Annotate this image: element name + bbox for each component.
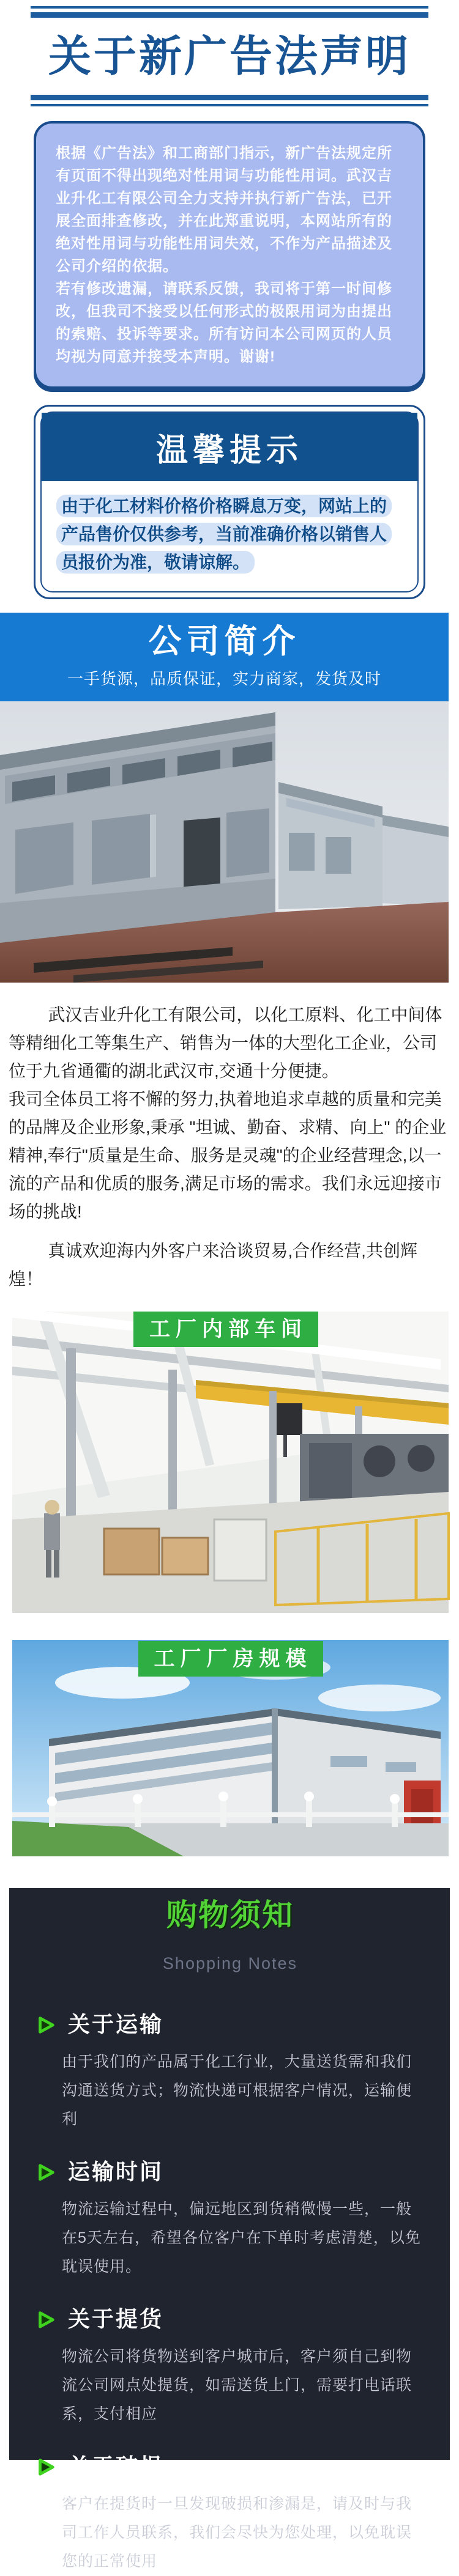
tips-header (42, 413, 417, 481)
divider-line-thin (31, 6, 428, 9)
company-subtitle: 一手货源，品质保证，实力商家，发货及时 (67, 670, 381, 688)
plant-scale-photo (12, 1640, 449, 1856)
plant-scale-label: 工厂厂房规模 (138, 1641, 323, 1677)
law-notice-paragraph-2: 若有修改遗漏，请联系反馈，我司将于第一时间修改，但我司不接受以任何形式的极限用词为由提出的索赔、投诉等要求。所有访问本公司网页的人员均视为同意并接受本声明。谢谢! (56, 281, 392, 365)
intro-paragraph-1: 武汉吉业升化工有限公司，以化工原料、化工中间体等精细化工等集生产、销售为一体的大型化工企业，公司位于九省通衢的湖北武汉市,交通十分便捷。 (9, 1005, 442, 1080)
shopping-item-heading: 关于运输 (68, 2012, 164, 2037)
title-bottom-divider (31, 95, 428, 106)
play-arrow-icon (35, 2456, 56, 2477)
play-arrow-icon (35, 2309, 56, 2330)
tips-box (34, 405, 425, 599)
play-arrow-icon (35, 2014, 56, 2035)
top-divider (31, 0, 428, 18)
shopping-item-heading: 运输时间 (68, 2159, 164, 2184)
intro-paragraph-3: 真诚欢迎海内外客户来洽谈贸易,合作经营,共创辉煌！ (9, 1241, 417, 1288)
divider-line-thick (31, 95, 428, 100)
play-arrow-icon (35, 2161, 56, 2182)
shopping-item-body: 物流运输过程中，偏远地区到货稍微慢一些，一般在5天左右，希望各位客户在下单时考虑清楚，以免耽误使用。 (62, 2201, 421, 2275)
shopping-item-body: 客户在提货时一旦发现破损和渗漏是，请及时与我司工作人员联系，我们会尽快为您处理，以免耽误您的正常使用 (62, 2495, 412, 2570)
company-intro (9, 1001, 450, 1293)
shopping-item-body: 由于我们的产品属于化工行业，大量送货需和我们沟通送货方式；物流快递可根据客户情况，运输便利 (62, 2053, 412, 2128)
workshop-photo (12, 1312, 449, 1613)
law-notice-box (34, 121, 425, 389)
shopping-item-damage (35, 2453, 425, 2576)
law-notice-paragraph-1: 根据《广告法》和工商部门指示，新广告法规定所有页面不得出现绝对性用词与功能性用词。武汉吉业升化工有限公司全力支持并执行新广告法，已开展全面排查修改，并在此郑重说明，本网站所有的绝对性用词与功能性用词失效，不作为产品描述及公司介绍的依据。 (56, 145, 392, 275)
factory-exterior-illustration (0, 701, 449, 983)
shopping-subtitle-en: Shopping Notes (162, 1954, 298, 1973)
shopping-item-header (35, 2306, 425, 2333)
tips-title: 温馨提示 (155, 432, 303, 468)
factory-exterior-photo (0, 701, 449, 983)
shopping-item-transit-time (35, 2158, 425, 2281)
shopping-item-header (35, 2011, 425, 2038)
workshop-label: 工厂内部车间 (133, 1312, 318, 1347)
shopping-notes-panel (9, 1888, 450, 2570)
divider-line-thin (31, 104, 428, 106)
shopping-item-header (35, 2158, 425, 2185)
shopping-item-header (35, 2453, 425, 2480)
shopping-item-heading: 关于提货 (68, 2306, 164, 2331)
shopping-item-pickup (35, 2306, 425, 2429)
divider-line-thick (31, 12, 428, 18)
shopping-item-shipping (35, 2011, 425, 2134)
shopping-item-body: 物流公司将货物送到客户城市后，客户须自己到物流公司网点处提货，如需送货上门，需要打电话联系，支付相应 (62, 2348, 412, 2423)
tips-body-text: 由于化工材料价格价格瞬息万变，网站上的产品售价仅供参考，当前准确价格以销售人员报价为准，敬请谅解。 (56, 492, 403, 577)
company-title: 公司简介 (148, 623, 300, 660)
shopping-title: 购物须知 (166, 1898, 294, 1932)
page-title: 关于新广告法声明 (48, 32, 411, 80)
company-banner (0, 613, 449, 701)
shopping-item-heading: 关于破损 (68, 2454, 164, 2479)
tips-inner-frame (40, 411, 419, 592)
workshop-illustration (12, 1312, 449, 1613)
intro-paragraph-2: 我司全体员工将不懈的努力,执着地追求卓越的质量和完美的品牌及企业形象,秉承 "坦诚、勤奋、求精、向上" 的企业精神,奉行"质量是生命、服务是灵魂"的企业经营理念,以一流的产品和优质的服务,满足市场的需求。我们永远迎接市场的挑战! (9, 1090, 447, 1221)
tips-body (42, 481, 417, 591)
